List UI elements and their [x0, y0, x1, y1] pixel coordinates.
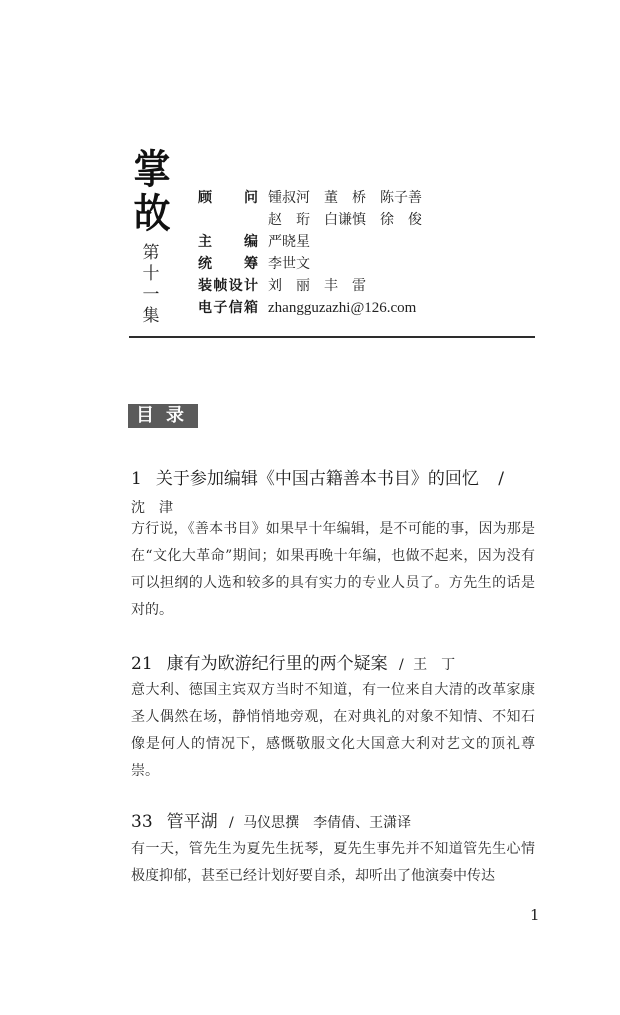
toc-entry-title[interactable] [131, 466, 504, 492]
entry-author: 马仪思撰 李倩倩、王潇译 [243, 815, 412, 831]
credit-label: 装 帧 设 计 [198, 278, 258, 294]
entry-page-number: 33 [131, 812, 153, 832]
credit-label: 电 子 信 箱 [198, 300, 258, 316]
entry-page-number: 1 [131, 469, 142, 489]
credit-label: 统 筹 [198, 256, 258, 272]
entry-excerpt: 意大利、德国主宾双方当时不知道，有一位来自大清的改革家康圣人偶然在场，静悄悄地旁观，在对典礼的对象不知情、不知石像是何人的情况下，感慨敬服文化大国意大利对艺文的顶礼尊崇。 [131, 682, 535, 779]
entry-excerpt: 方行说，《善本书目》如果早十年编辑，是不可能的事，因为那是在“文化大革命”期间；如果再晚十年编，也做不起来，因为没有可以担纲的人选和较多的具有实力的专业人员了。方先生的话是对的。 [131, 521, 535, 618]
issue-number [141, 243, 161, 327]
masthead-divider [129, 336, 535, 338]
masthead-title-char-1: 掌 [133, 146, 171, 193]
toc-heading: 目录 [128, 404, 198, 428]
entry-author: 沈 津 [131, 500, 173, 516]
credit-label: 主 编 [198, 234, 258, 250]
entry-title-text: 关于参加编辑《中国古籍善本书目》的回忆 [155, 469, 479, 489]
page-number: 1 [530, 906, 540, 924]
credit-value: 刘 丽 丰 雷 [268, 278, 366, 294]
entry-author: 王 丁 [413, 657, 456, 673]
credit-value: 锺叔河 董 桥 陈子善 [268, 190, 422, 206]
credit-value: 李世文 [268, 256, 310, 272]
credit-label: 顾 问 [198, 190, 258, 206]
entry-title-text: 康有为欧游纪行里的两个疑案 [166, 654, 388, 674]
issue-char: 集 [142, 306, 160, 326]
separator: / [229, 815, 234, 831]
entry-excerpt: 有一天，管先生为夏先生抚琴，夏先生事先并不知道管先生心情极度抑郁，甚至已经计划好要自杀，却听出了他演奏中传达 [131, 841, 535, 884]
separator: / [399, 657, 404, 673]
credit-value: 赵 珩 白谦慎 徐 俊 [268, 212, 422, 228]
separator: / [498, 469, 504, 489]
entry-page-number: 21 [131, 654, 153, 674]
credit-value: 严晓星 [268, 234, 310, 250]
entry-title-text: 管平湖 [166, 812, 218, 832]
issue-char: 一 [142, 285, 160, 305]
credit-value: zhangguzazhi@126.com [268, 300, 417, 316]
masthead-title-char-2: 故 [133, 190, 171, 237]
issue-char: 十 [142, 264, 160, 284]
issue-char: 第 [142, 243, 160, 263]
toc-entry-title[interactable] [131, 809, 411, 836]
toc-entry-title[interactable] [131, 651, 455, 678]
